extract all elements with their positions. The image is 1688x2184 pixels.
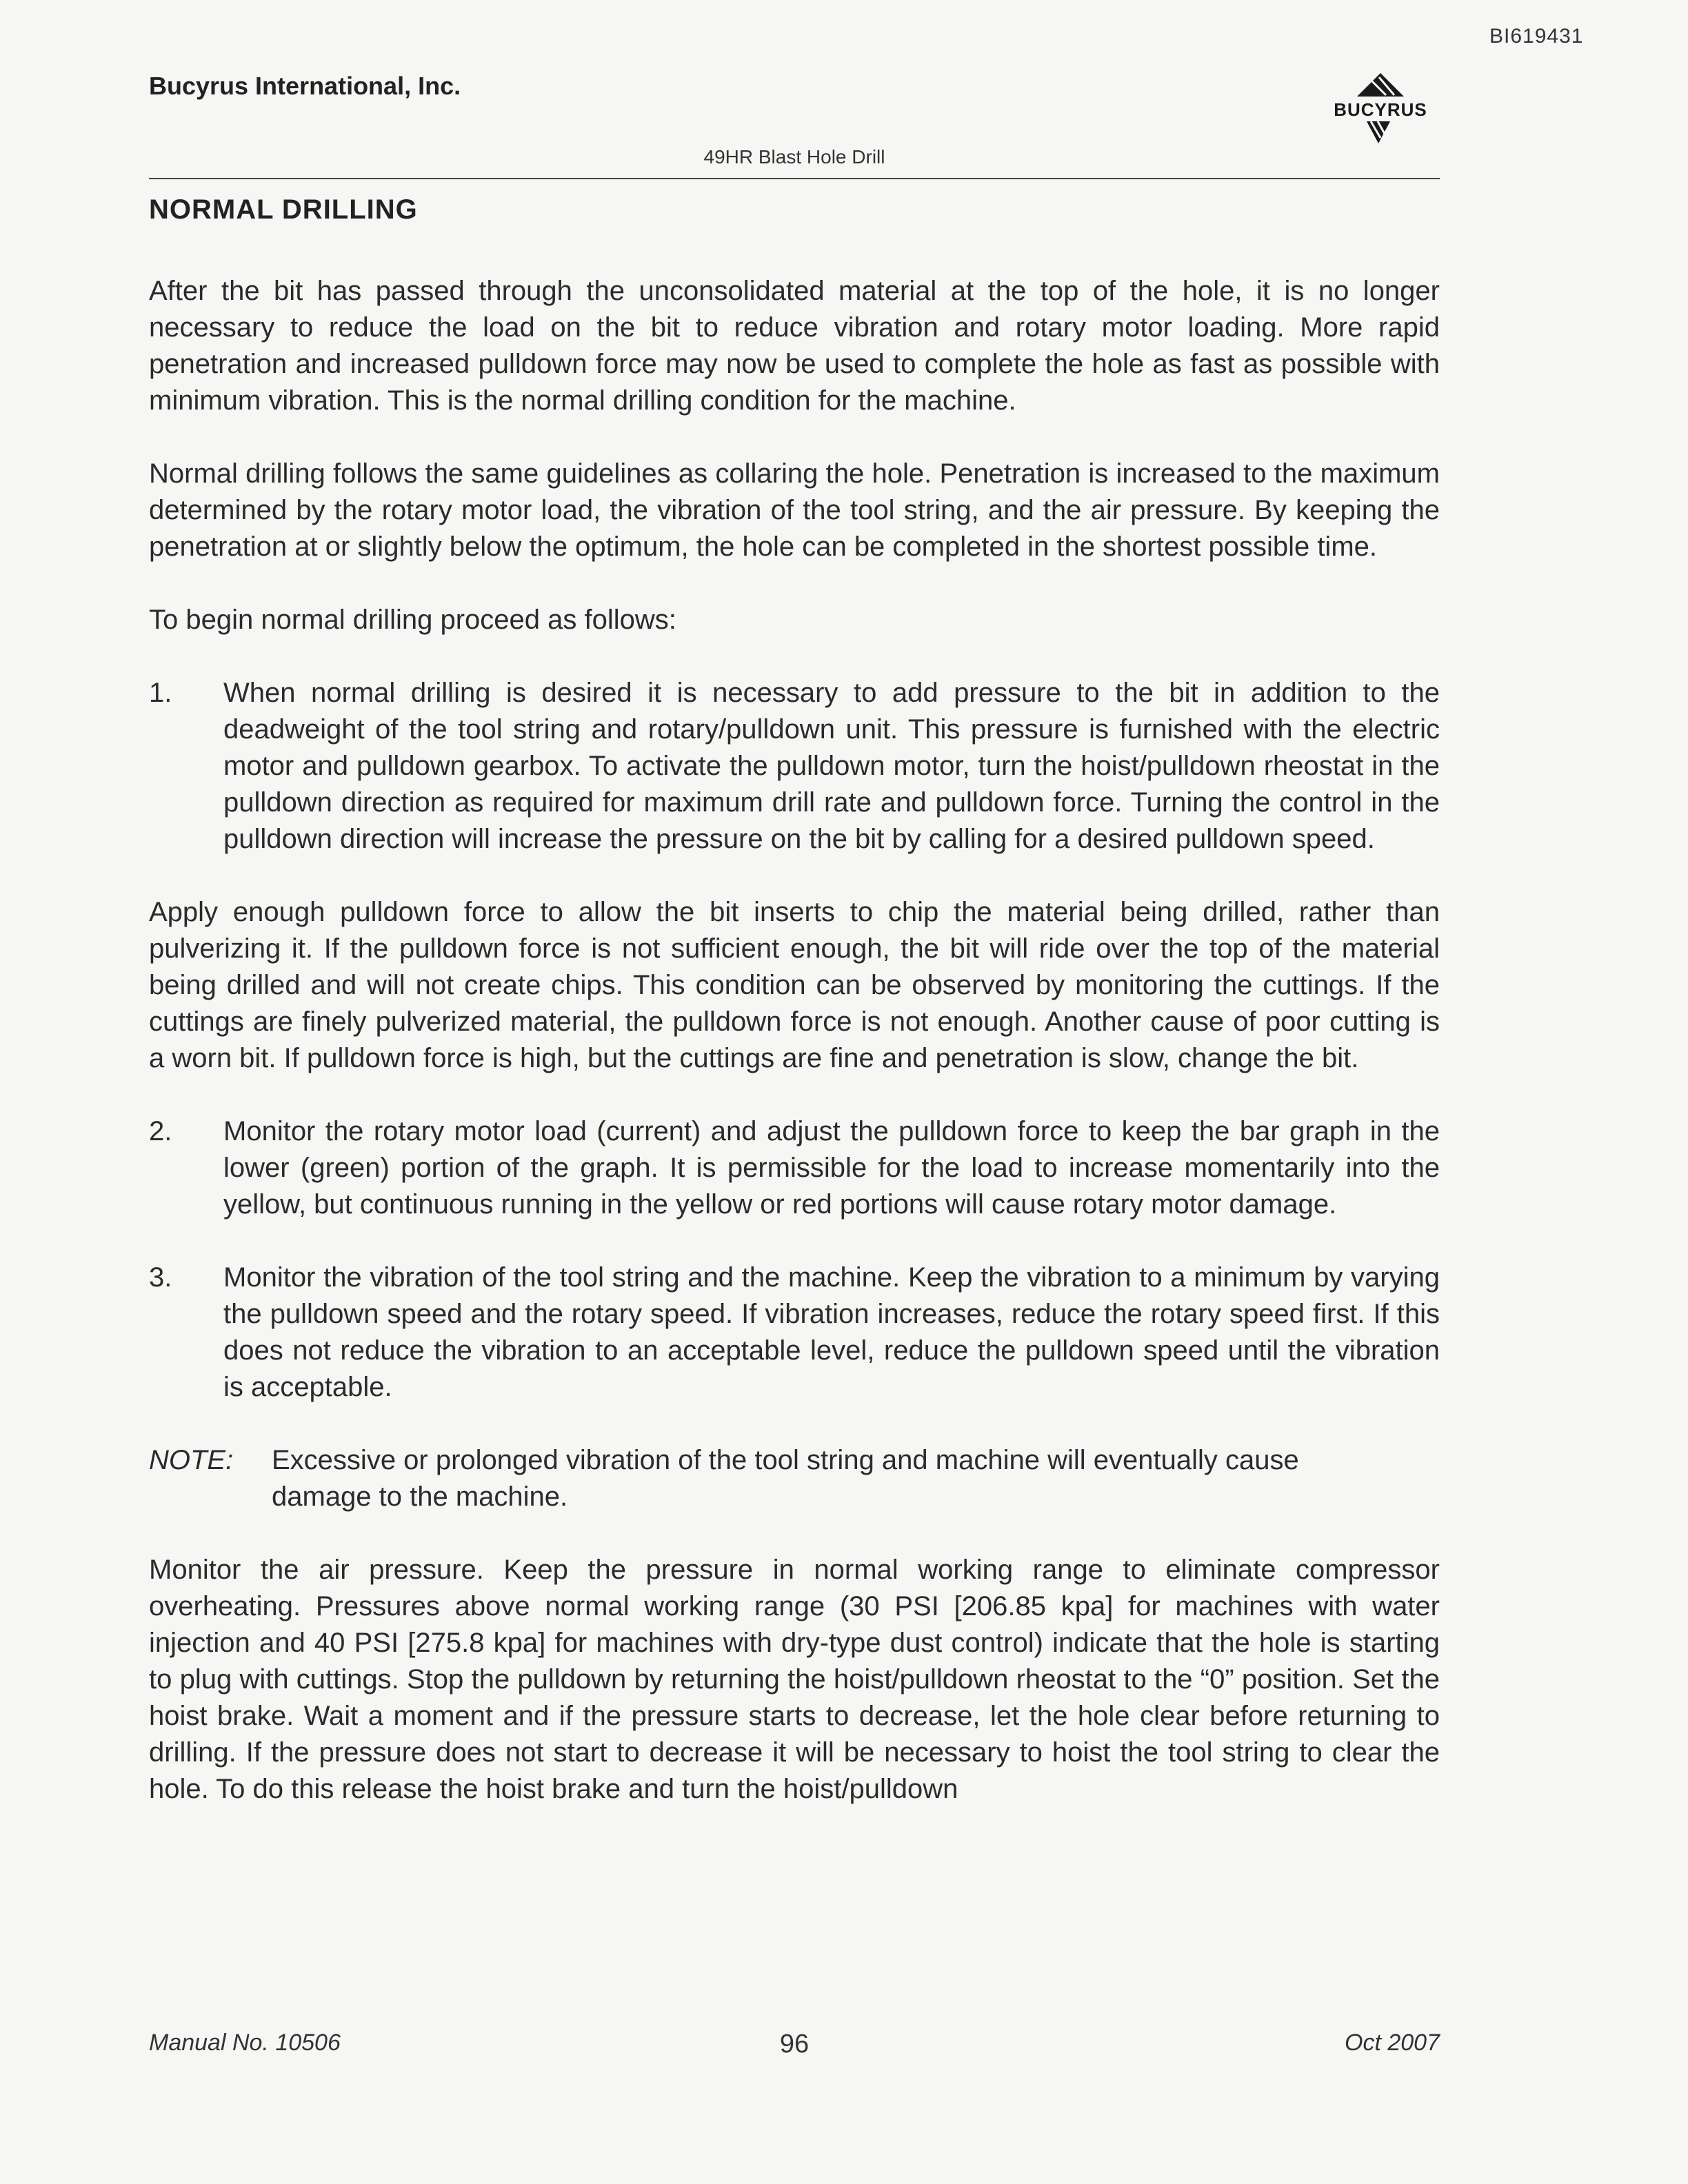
paragraph: Normal drilling follows the same guidelines as collaring the hole. Penetration is increased to the maximum determined by the rotary motor load, the vibration of the tool string, and the air pressure. By keeping the penetration at or slightly below the optimum, the hole can be completed in the shortest possible time. xyxy=(149,458,1440,562)
paragraph: To begin normal drilling proceed as follows: xyxy=(149,605,676,635)
company-name: Bucyrus International, Inc. xyxy=(149,72,461,100)
bucyrus-logo xyxy=(1318,69,1443,152)
numbered-step xyxy=(149,675,1440,858)
page-number: 96 xyxy=(779,2030,810,2059)
numbered-step xyxy=(149,1260,1440,1406)
section-title: NORMAL DRILLING xyxy=(149,194,418,225)
logo-wordmark: BUCYRUS xyxy=(1334,99,1427,120)
step-text: Monitor the rotary motor load (current) and adjust the pulldown force to keep the bar graph in the lower (green) portion of the graph. It is permissible for the load to increase momentarily into the yellow, but continuous running in the yellow or red portions will cause rotary motor damage. xyxy=(223,1116,1440,1220)
header-divider xyxy=(149,178,1440,179)
step-number: 1. xyxy=(149,678,172,708)
step-text: Monitor the vibration of the tool string and the machine. Keep the vibration to a minimum by varying the pulldown speed and the rotary speed. If vibration increases, reduce the rotary speed first. If this does not reduce the vibration to an acceptable level, reduce the pulldown speed until the vibration is acceptable. xyxy=(223,1262,1440,1402)
step-number: 3. xyxy=(149,1262,172,1293)
manual-number: Manual No. 10506 xyxy=(149,2030,341,2056)
note-text: Excessive or prolonged vibration of the tool string and machine will eventually cause damage to the machine. xyxy=(272,1445,1299,1512)
paragraph: After the bit has passed through the unconsolidated material at the top of the hole, it is no longer necessary to reduce the load on the bit to reduce vibration and rotary motor loading. More rapid penetration and increased pulldown force may now be used to complete the hole as fast as possible with minimum vibration. This is the normal drilling condition for the machine. xyxy=(149,276,1440,416)
note-block xyxy=(149,1442,1440,1515)
page-footer xyxy=(149,2030,1440,2064)
step-number: 2. xyxy=(149,1116,172,1146)
paragraph: Apply enough pulldown force to allow the bit inserts to chip the material being drilled, rather than pulverizing it. If the pulldown force is not sufficient enough, the bit will ride over the top of the material being drilled and will not create chips. This condition can be observed by monitoring the cuttings. If the cuttings are finely pulverized material, the pulldown force is not enough. Another cause of poor cutting is a worn bit. If pulldown force is high, but the cuttings are fine and penetration is slow, change the bit. xyxy=(149,897,1440,1073)
step-text: When normal drilling is desired it is necessary to add pressure to the bit in addition to the deadweight of the tool string and rotary/pulldown unit. This pressure is furnished with the electric motor and pulldown gearbox. To activate the pulldown motor, turn the hoist/pulldown rheostat in the pulldown direction as required for maximum drill rate and pulldown force. Turning the control in the pulldown direction will increase the pressure on the bit by calling for a desired pulldown speed. xyxy=(223,678,1440,854)
publication-date: Oct 2007 xyxy=(1345,2030,1440,2056)
paragraph: Monitor the air pressure. Keep the pressure in normal working range to eliminate compressor overheating. Pressures above normal working range (30 PSI [206.85 kpa] for machines with water injection and 40 PSI [275.8 kpa] for machines with dry-type dust control) indicate that the hole is starting to plug with cuttings. Stop the pulldown by returning the hoist/pulldown rheostat to the “0” position. Set the hoist brake. Wait a moment and if the pressure starts to decrease, let the hole clear before returning to drilling. If the pressure does not start to decrease it will be necessary to hoist the tool string to clear the hole. To do this release the hoist brake and turn the hoist/pulldown xyxy=(149,1555,1440,1804)
numbered-step xyxy=(149,1113,1440,1223)
document-id: BI619431 xyxy=(1489,25,1584,48)
note-label: NOTE: xyxy=(149,1445,234,1475)
document-subtitle: 49HR Blast Hole Drill xyxy=(703,146,885,168)
body-content xyxy=(149,273,1440,1844)
